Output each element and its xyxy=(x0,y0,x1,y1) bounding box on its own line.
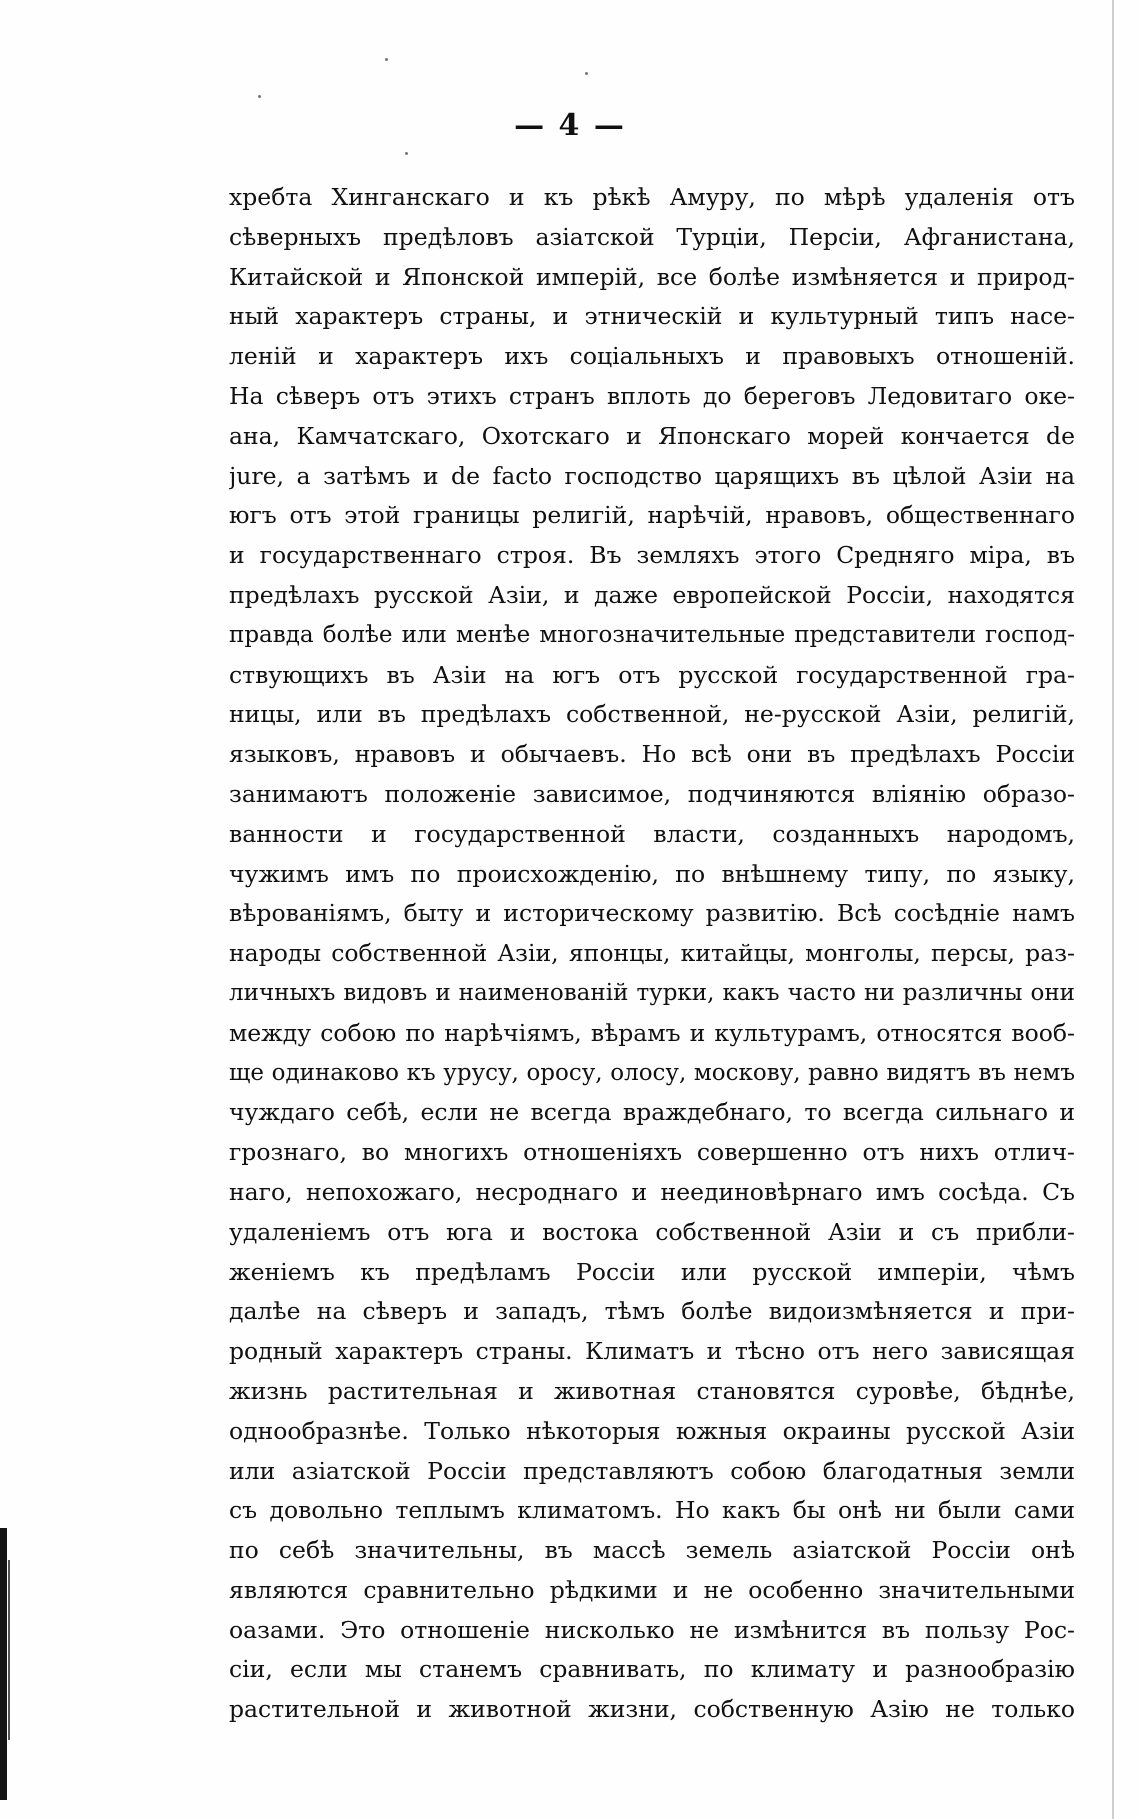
scan-speck xyxy=(385,58,388,61)
text-line: Китайской и Японской имперій, все болѣе измѣняется и природ- xyxy=(229,262,1075,291)
text-line: ще одинаково къ урусу, оросу, олосу, москову, равно видятъ въ немъ xyxy=(229,1059,1075,1086)
text-line: ванности и государственной власти, созданныхъ народомъ, xyxy=(229,819,1075,848)
text-line: ный характеръ страны, и этническій и культурный типъ насе- xyxy=(229,302,1075,331)
text-line: сіи, если мы станемъ сравнивать, по климату и разнообразію xyxy=(229,1655,1075,1684)
text-line: наго, непохожаго, несроднаго и неединовѣрнаго имъ сосѣда. Съ xyxy=(229,1177,1075,1206)
text-line: языковъ, нравовъ и обычаевъ. Но всѣ они въ предѣлахъ Россіи xyxy=(229,740,1075,769)
text-line: югъ отъ этой границы религій, нарѣчій, нравовъ, общественнаго xyxy=(229,501,1075,530)
text-line: оазами. Это отношеніе нисколько не измѣнится въ пользу Рос- xyxy=(229,1615,1075,1644)
text-line: занимаютъ положеніе зависимое, подчиняются вліянію образо- xyxy=(229,779,1075,808)
scan-speck xyxy=(405,152,408,155)
text-line: удаленіемъ отъ юга и востока собственной Азіи и съ прибли- xyxy=(229,1217,1075,1246)
scan-speck xyxy=(585,72,588,75)
text-line: чуждаго себѣ, если не всегда враждебнаго, то всегда сильнаго и xyxy=(229,1098,1075,1127)
text-line: хребта Хинганскаго и къ рѣкѣ Амуру, по мѣрѣ удаленія отъ xyxy=(229,183,1075,211)
text-line: женіемъ къ предѣламъ Россіи или русской имперіи, чѣмъ xyxy=(229,1257,1075,1286)
text-line: ницы, или въ предѣлахъ собственной, не-русской Азіи, религій, xyxy=(229,700,1075,729)
text-line: народы собственной Азіи, японцы, китайцы, монголы, персы, раз- xyxy=(229,939,1075,968)
text-line: чужимъ имъ по происхожденію, по внѣшнему типу, по языку, xyxy=(229,859,1075,888)
text-line: по себѣ значительны, въ массѣ земель азіатской Россіи онѣ xyxy=(229,1536,1075,1565)
binding-edge-mark-secondary xyxy=(8,1560,10,1740)
text-line: ствующихъ въ Азіи на югъ отъ русской государственной гра- xyxy=(229,660,1075,689)
text-line: сѣверныхъ предѣловъ азіатской Турціи, Персіи, Афганистана, xyxy=(229,222,1075,251)
text-line: между собою по нарѣчіямъ, вѣрамъ и культурамъ, относятся вооб- xyxy=(229,1018,1075,1047)
text-line: жизнь растительная и животная становятся суровѣе, бѣднѣе, xyxy=(229,1376,1075,1405)
text-line: съ довольно теплымъ климатомъ. Но какъ бы онѣ ни были сами xyxy=(229,1496,1075,1525)
text-line: и государственнаго строя. Въ земляхъ этого Средняго міра, въ xyxy=(229,541,1075,570)
text-line: ана, Камчатскаго, Охотскаго и Японскаго морей кончается de xyxy=(229,421,1075,450)
page-number: — 4 — xyxy=(514,108,626,143)
binding-edge-mark xyxy=(0,1528,7,1800)
text-line: леній и характеръ ихъ соціальныхъ и правовыхъ отношеній. xyxy=(229,342,1075,371)
text-line: далѣе на сѣверъ и западъ, тѣмъ болѣе видоизмѣняется и при- xyxy=(229,1297,1075,1326)
text-line: личныхъ видовъ и наименованій турки, какъ часто ни различны они xyxy=(229,979,1075,1006)
text-line: правда болѣе или менѣе многозначительные представители господ- xyxy=(229,621,1075,648)
text-line: грознаго, во многихъ отношеніяхъ совершенно отъ нихъ отлич- xyxy=(229,1138,1075,1167)
text-line: являются сравнительно рѣдкими и не особенно значительными xyxy=(229,1575,1075,1604)
text-line: На сѣверъ отъ этихъ странъ вплоть до береговъ Ледовитаго оке- xyxy=(229,381,1075,410)
text-line: jure, а затѣмъ и de facto господство царящихъ въ цѣлой Азіи на xyxy=(229,461,1075,490)
text-line: однообразнѣе. Только нѣкоторыя южныя окраины русской Азіи xyxy=(229,1416,1075,1445)
text-line: вѣрованіямъ, быту и историческому развитію. Всѣ сосѣдніе намъ xyxy=(229,899,1075,928)
text-line: предѣлахъ русской Азіи, и даже европейской Россіи, находятся xyxy=(229,580,1075,609)
text-line: растительной и животной жизни, собственную Азію не только xyxy=(229,1695,1075,1724)
text-line: родный характеръ страны. Климатъ и тѣсно отъ него зависящая xyxy=(229,1337,1075,1366)
page-edge-shadow xyxy=(1112,0,1114,1819)
body-text xyxy=(229,178,1075,1730)
scan-speck xyxy=(258,95,261,98)
text-line: или азіатской Россіи представляютъ собою благодатныя земли xyxy=(229,1456,1075,1485)
